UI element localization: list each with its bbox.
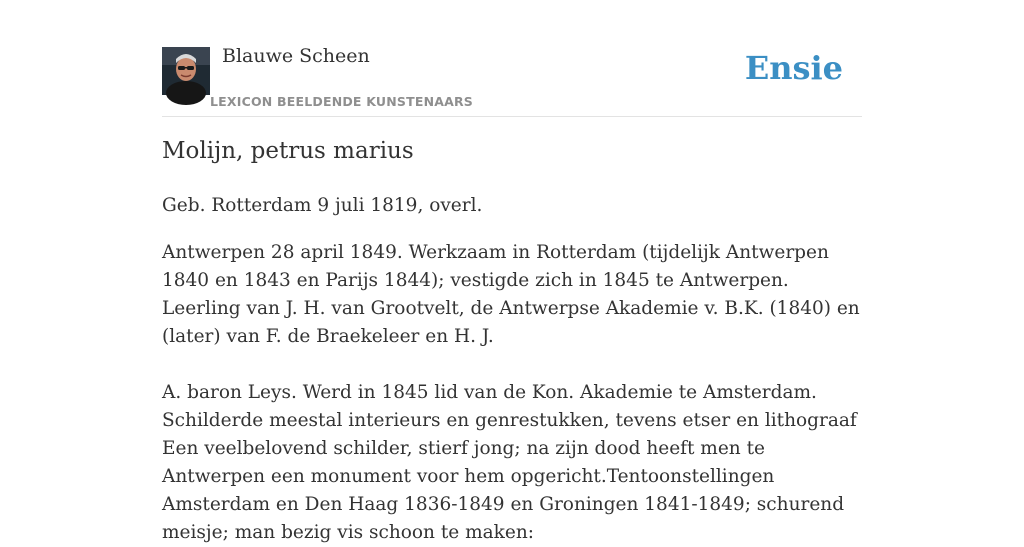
author-name[interactable]: Blauwe Scheen [222, 45, 370, 67]
article-page [162, 0, 862, 543]
ensie-logo[interactable]: Ensie [744, 49, 843, 87]
article-paragraph: Antwerpen 28 april 1849. Werkzaam in Rotterdam (tijdelijk Antwerpen 1840 en 1843 en Parijs 1844); vestigde zich in 1845 te Antwerpen. Leerling van J. H. van Grootvelt, de Antwerpse Akademie v. B.K. (1840) en (later) van F. de Braekeleer en H. J. [162, 242, 860, 347]
article-paragraph: A. baron Leys. Werd in 1845 lid van de Kon. Akademie te Amsterdam. Schilderde meestal interieurs en genrestukken, tevens etser en lithograaf Een veelbelovend schilder, stierf jong; na zijn dood heeft men te Antwerpen een monument voor hem opgericht.Tentoonstellingen Amsterdam en Den Haag 1836-1849 en Groningen 1841-1849; schurend meisje; man bezig vis schoon te maken: [162, 382, 857, 543]
avatar-portrait-icon [162, 47, 210, 95]
author-avatar[interactable] [162, 47, 210, 95]
article-header [162, 0, 862, 117]
section-label[interactable]: LEXICON BEELDENDE KUNSTENAARS [210, 94, 474, 109]
article-paragraph: Geb. Rotterdam 9 juli 1819, overl. [162, 195, 483, 216]
article-title: Molijn, petrus marius [162, 138, 414, 164]
